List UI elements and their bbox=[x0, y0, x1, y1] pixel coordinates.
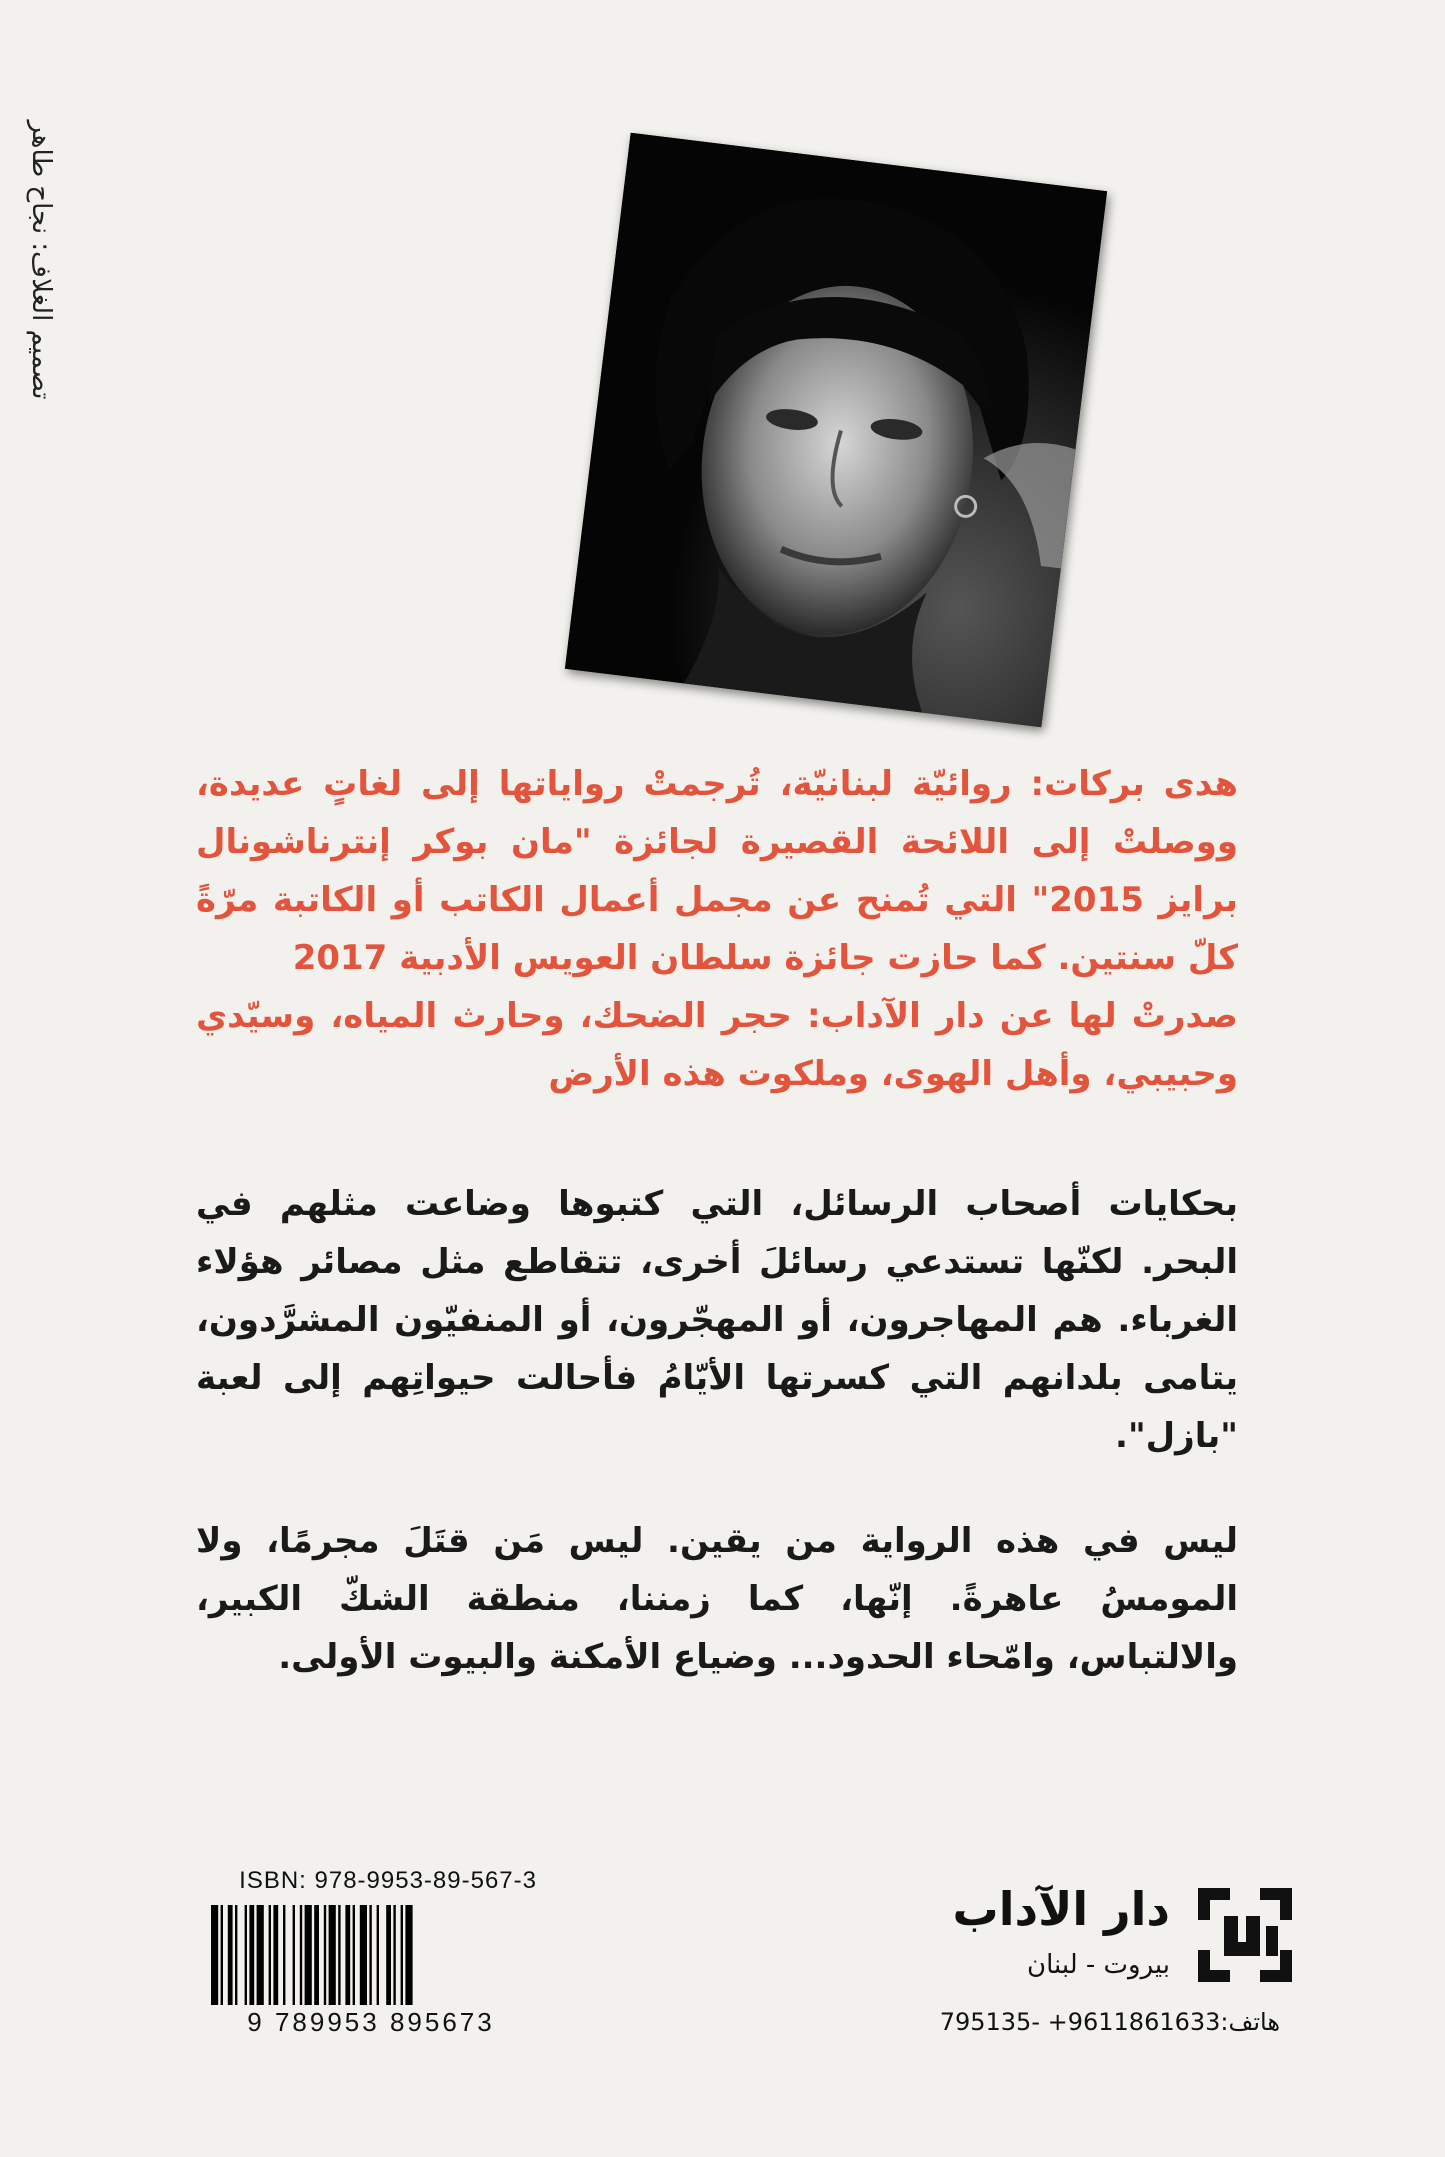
book-synopsis: بحكايات أصحاب الرسائل، التي كتبوها وضاعت مثلهم في البحر. لكنّها تستدعي رسائلَ أخرى، تتقاطع مثل مصائر هؤلاء الغرباء. هم المهاجرون، أو المهجّرون، أو المنفيّون المشرَّدون، يتامى بلدانهم التي كسرتها الأيّامُ فأحالت حيواتِهم إلى لعبة "بازل". bbox=[196, 1184, 1238, 1456]
cover-design-credit-text: تصميم الغلاف: نجاح طاهر bbox=[26, 120, 56, 400]
phone-label: هاتف: bbox=[1220, 2008, 1280, 2036]
cover-design-credit bbox=[8, 0, 74, 520]
book-excerpt: ليس في هذه الرواية من يقين. ليس مَن قتَلَ مجرمًا، ولا المومسُ عاهرةً. إنّها، كما زمننا، منطقة الشكّ الكبير، والالتباس، وامّحاء الحدود... وضياع الأمكنة والبيوت الأولى. bbox=[196, 1521, 1238, 1677]
phone-number: 795135- +9611861633 bbox=[939, 2008, 1221, 2036]
author-bio-paragraph: هدى بركات: روائيّة لبنانيّة، تُرجمتْ رواياتها إلى لغاتٍ عديدة، ووصلتْ إلى اللائحة القصيرة لجائزة "مان بوكر إنترناشونال برايز 2015" التي تُمنح عن مجمل أعمال الكاتب أو الكاتبة مرّةً كلّ سنتين. كما حازت جائزة سلطان العويس الأدبية 2017 bbox=[196, 764, 1238, 978]
author-photo bbox=[565, 133, 1107, 727]
isbn-barcode bbox=[205, 1867, 537, 2040]
publisher-block bbox=[880, 1880, 1300, 2000]
author-works-paragraph: صدرتْ لها عن دار الآداب: حجر الضحك، وحارث المياه، وسيّدي وحبيبي، وأهل الهوى، وملكوت هذه الأرض bbox=[196, 996, 1238, 1094]
publisher-phone bbox=[895, 2008, 1280, 2036]
portrait-image bbox=[565, 133, 1107, 727]
publisher-city: بيروت - لبنان bbox=[1027, 1950, 1170, 1980]
publisher-logo-icon bbox=[1190, 1880, 1300, 1990]
barcode-bars bbox=[205, 1905, 537, 2005]
publisher-name: دار الآداب bbox=[952, 1882, 1170, 1936]
isbn-label: ISBN: 978-9953-89-567-3 bbox=[239, 1867, 537, 1894]
author-bio bbox=[196, 755, 1238, 1103]
barcode-digits: 9 789953 895673 bbox=[247, 2007, 495, 2037]
